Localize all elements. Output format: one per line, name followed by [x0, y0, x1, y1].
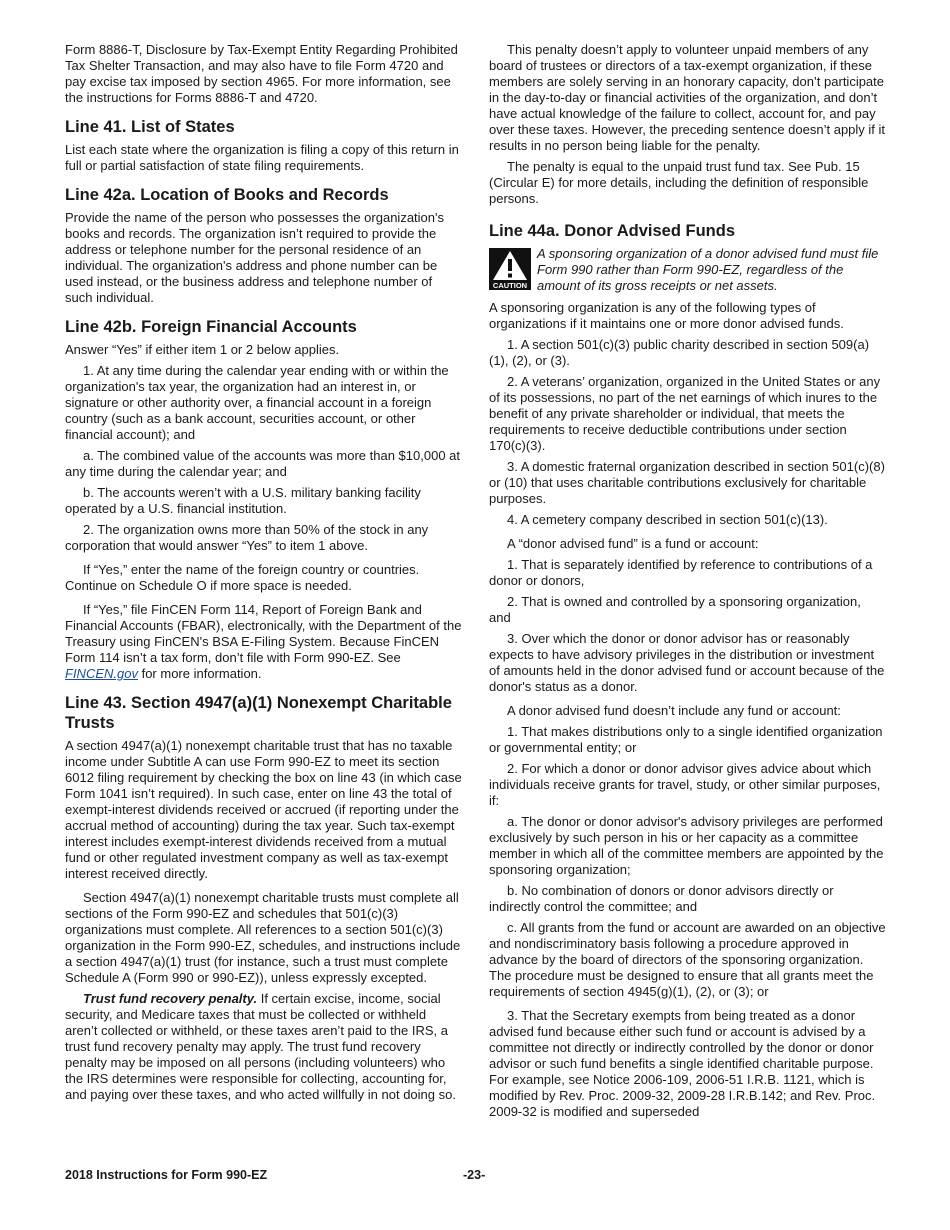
paragraph: A donor advised fund doesn’t include any fund or account: [507, 703, 841, 718]
left-column [65, 42, 462, 1108]
list-item: b. The accounts weren’t with a U.S. military banking facility operated by a U.S. financial institution. [65, 485, 421, 516]
list-item: 1. That makes distributions only to a single identified organization or governmental entity; or [489, 724, 883, 755]
fincen-link[interactable]: FINCEN.gov [65, 666, 138, 681]
run-in-heading: Trust fund recovery penalty. [83, 991, 258, 1006]
page-number: -23- [463, 1168, 486, 1182]
heading-line-42b: Line 42b. Foreign Financial Accounts [65, 318, 357, 336]
list-item: 2. For which a donor or donor advisor gives advice about which individuals receive grants for travel, study, or other similar purposes, if: [489, 761, 881, 808]
paragraph: Form 8886-T, Disclosure by Tax-Exempt Entity Regarding Prohibited Tax Shelter Transaction, and may also have to file Form 4720 and pay excise tax imposed by section 4965. For more information, see the instructions for Forms 8886-T and 4720. [65, 42, 458, 105]
list-item: 3. Over which the donor or donor advisor has or reasonably expects to have advisory privileges in the distribution or investment of amounts held in the donor advised fund or account because of the donor's status as a donor. [489, 631, 885, 694]
list-item: a. The combined value of the accounts was more than $10,000 at any time during the calendar year; and [65, 448, 460, 479]
list-item: 3. That the Secretary exempts from being treated as a donor advised fund because either such fund or account is advised by a committee not directly or indirectly controlled by the donor or donor advisor or such fund benefits a single identified charitable purpose. For example, see Notice 2006-109, 2006-51 I.R.B. 1121, which is modified by Rev. Proc. 2009-32, 2009-28 I.R.B.142; and Rev. Proc. 2009-32 is modified and superseded [489, 1008, 876, 1119]
paragraph: A “donor advised fund” is a fund or account: [507, 536, 759, 551]
paragraph: This penalty doesn’t apply to volunteer unpaid members of any board of trustees or directors of a tax-exempt organization, if these members are solely serving in an honorary capacity, don’t participate in the day-to-day or financial activities of the organization, and don’t have actual knowledge of the failure to collect, account for, and pay over these taxes. However, the preceding sentence doesn’t apply if it results in no person being liable for the penalty. [489, 42, 886, 153]
paragraph: If “Yes,” enter the name of the foreign country or countries. Continue on Schedule O if more space is needed. [65, 562, 420, 593]
paragraph: A section 4947(a)(1) nonexempt charitable trust that has no taxable income under Subtitle A can use Form 990-EZ to meet its section 6012 filing requirement by checking the box on line 43 (in which case Form 1041 isn’t required). In such case, enter on line 43 the total of exempt-interest dividends received or accrued (if reporting under the accrual method of accounting) during the tax year. Such tax-exempt interest includes exempt-interest dividends received from a mutual fund or other regulated investment company as well as tax-exempt interest received directly. [65, 738, 462, 881]
list-item: 2. That is owned and controlled by a sponsoring organization, and [489, 594, 861, 625]
footer-title: 2018 Instructions for Form 990-EZ [65, 1168, 268, 1182]
caution-box [489, 246, 886, 294]
list-item: 1. A section 501(c)(3) public charity described in section 509(a)(1), (2), or (3). [489, 337, 870, 368]
caution-text: A sponsoring organization of a donor advised fund must file Form 990 rather than Form 990-EZ, regardless of the amount of its gross receipts or net assets. [537, 246, 879, 293]
heading-line-42a: Line 42a. Location of Books and Records [65, 186, 389, 204]
caution-label: CAUTION [492, 281, 528, 290]
list-item: 3. A domestic fraternal organization described in section 501(c)(8) or (10) that uses charitable contributions exclusively for charitable purposes. [489, 459, 885, 506]
paragraph: Section 4947(a)(1) nonexempt charitable trusts must complete all sections of the Form 990-EZ and schedules that 501(c)(3) organizations must complete. All references to a section 501(c)(3) organization in the Form 990-EZ, schedules, and instructions include a section 4947(a)(1) trust (for instance, such a trust must complete Schedule A (Form 990 or 990-EZ)), unless expressly excepted. [65, 890, 461, 985]
paragraph: A sponsoring organization is any of the following types of organizations if it maintains one or more donor advised funds. [489, 300, 844, 331]
paragraph: Answer “Yes” if either item 1 or 2 below applies. [65, 342, 340, 357]
paragraph: The penalty is equal to the unpaid trust fund tax. See Pub. 15 (Circular E) for more details, including the definition of responsible persons. [489, 159, 869, 206]
text-span: If certain excise, income, social security, and Medicare taxes that must be collected or withheld aren’t collected or withheld, or these taxes aren’t paid to the IRS, a trust fund recovery penalty may apply. The trust fund recovery penalty may be imposed on all persons (including volunteers) who the IRS determines were responsible for collecting, accounting for, and paying over these taxes, and who acted willfully in not doing so. [65, 991, 456, 1102]
list-item: 4. A cemetery company described in section 501(c)(13). [507, 512, 828, 527]
heading-line-41: Line 41. List of States [65, 118, 235, 136]
list-item: a. The donor or donor advisor's advisory privileges are performed exclusively by such person in his or her capacity as a committee member in which all of the committee members are appointed by the sponsoring organization; [489, 814, 884, 877]
paragraph: List each state where the organization is filing a copy of this return in full or partial satisfaction of state filing requirements. [65, 142, 459, 173]
list-item: c. All grants from the fund or account are awarded on an objective and nondiscriminatory basis following a procedure approved in advance by the board of directors of the sponsoring organization. The procedure must be designed to ensure that all grants meet the requirements of section 4945(g)(1), (2), or (3); or [489, 920, 886, 999]
caution-icon [489, 248, 531, 290]
list-item: 1. At any time during the calendar year ending with or within the organization's tax year, the organization had an interest in, or signature or other authority over, a financial account in a foreign country (such as a bank account, securities account, or other financial account); and [65, 363, 449, 442]
text-span: If “Yes,” file FinCEN Form 114, Report of Foreign Bank and Financial Accounts (FBAR), electronically, with the Department of the Treasury using FinCEN's BSA E-Filing System. Because FinCEN Form 114 isn’t a tax form, don’t file with Form 990-EZ. See [65, 602, 462, 665]
paragraph: Provide the name of the person who possesses the organization's books and records. The organization isn’t required to provide the address or telephone number for the personal residence of an individual. The organization's address and phone number can be used instead, or the business address and telephone number of such individual. [65, 210, 444, 305]
list-item: 1. That is separately identified by reference to contributions of a donor or donors, [489, 557, 873, 588]
paragraph [65, 991, 462, 1103]
list-item: b. No combination of donors or donor advisors directly or indirectly control the committee; and [489, 883, 834, 914]
list-item: 2. A veterans’ organization, organized in the United States or any of its possessions, no part of the net earnings of which inures to the benefit of any private shareholder or individual, that meets the requirements to receive deductible contributions under section 170(c)(3). [489, 374, 881, 453]
right-column [489, 42, 886, 1125]
list-item: 2. The organization owns more than 50% of the stock in any corporation that would answer “Yes” to item 1 above. [65, 522, 429, 553]
paragraph [65, 602, 462, 682]
heading-line-43: Line 43. Section 4947(a)(1) Nonexempt Charitable Trusts [65, 694, 452, 732]
heading-line-44a: Line 44a. Donor Advised Funds [489, 222, 736, 240]
text-span: for more information. [137, 666, 262, 681]
